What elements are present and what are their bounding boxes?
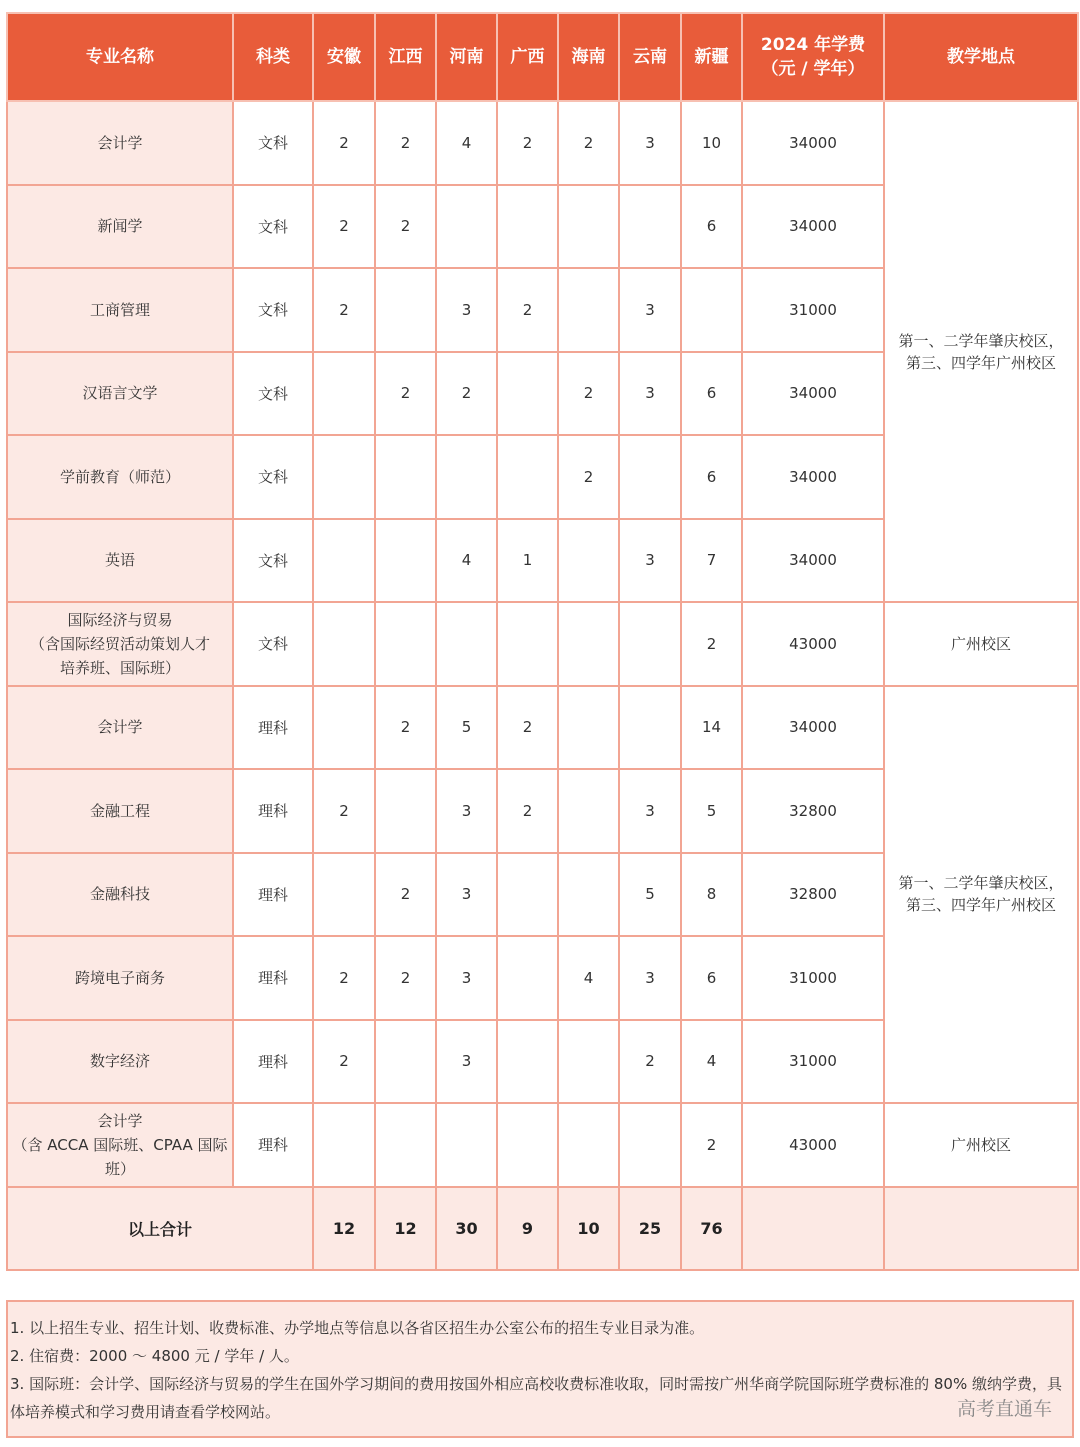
- total-count: 9: [497, 1187, 558, 1271]
- subject-type: 文科: [233, 101, 313, 185]
- column-header: 2024 年学费 （元 / 学年）: [742, 13, 884, 101]
- subject-type: 理科: [233, 936, 313, 1020]
- quota-cell: [558, 519, 619, 603]
- quota-cell: 2: [497, 101, 558, 185]
- teaching-location: 第一、二学年肇庆校区， 第三、四学年广州校区: [884, 101, 1078, 602]
- total-row: [7, 1187, 1078, 1271]
- quota-cell: 2: [313, 769, 375, 853]
- quota-cell: [375, 602, 436, 686]
- tuition-fee: 34000: [742, 352, 884, 436]
- major-name: 英语: [7, 519, 233, 603]
- quota-cell: 6: [681, 185, 742, 269]
- major-name: 会计学: [7, 686, 233, 770]
- quota-cell: [619, 686, 681, 770]
- quota-cell: [497, 1103, 558, 1187]
- table-row: [7, 602, 1078, 686]
- quota-cell: 2: [497, 268, 558, 352]
- note-3: 3. 国际班：会计学、国际经济与贸易的学生在国外学习期间的费用按国外相应高校收费标准收取，同时需按广州华商学院国际班学费标准的 80% 缴纳学费，具体培养模式和学习费用请查看学校网站。: [10, 1375, 1062, 1421]
- quota-cell: 6: [681, 435, 742, 519]
- quota-cell: 3: [436, 853, 497, 937]
- tuition-fee: 34000: [742, 185, 884, 269]
- quota-cell: [558, 853, 619, 937]
- quota-cell: [313, 602, 375, 686]
- quota-cell: 4: [436, 519, 497, 603]
- table-header-row: [7, 13, 1078, 101]
- subject-type: 文科: [233, 602, 313, 686]
- note-2: 2. 住宿费：2000 ～ 4800 元 / 学年 / 人。: [10, 1347, 299, 1365]
- quota-cell: [313, 853, 375, 937]
- tuition-fee: 34000: [742, 686, 884, 770]
- quota-cell: 3: [619, 519, 681, 603]
- quota-cell: [436, 185, 497, 269]
- table-row: [7, 101, 1078, 185]
- tuition-fee: 31000: [742, 1020, 884, 1104]
- quota-cell: [375, 1020, 436, 1104]
- subject-type: 理科: [233, 769, 313, 853]
- major-name: 数字经济: [7, 1020, 233, 1104]
- quota-cell: [375, 1103, 436, 1187]
- tuition-fee: 32800: [742, 853, 884, 937]
- quota-cell: 14: [681, 686, 742, 770]
- quota-cell: 2: [558, 101, 619, 185]
- major-name: 跨境电子商务: [7, 936, 233, 1020]
- quota-cell: [375, 268, 436, 352]
- quota-cell: [558, 268, 619, 352]
- quota-cell: [619, 1103, 681, 1187]
- major-name: 金融工程: [7, 769, 233, 853]
- quota-cell: 2: [375, 101, 436, 185]
- quota-cell: 2: [375, 936, 436, 1020]
- column-header: 新疆: [681, 13, 742, 101]
- major-name: 学前教育（师范）: [7, 435, 233, 519]
- total-count: 12: [375, 1187, 436, 1271]
- quota-cell: 10: [681, 101, 742, 185]
- empty-cell: [742, 1187, 884, 1271]
- total-count: 25: [619, 1187, 681, 1271]
- quota-cell: [558, 686, 619, 770]
- column-header: 专业名称: [7, 13, 233, 101]
- quota-cell: [313, 686, 375, 770]
- teaching-location: 第一、二学年肇庆校区， 第三、四学年广州校区: [884, 686, 1078, 1104]
- quota-cell: 2: [681, 602, 742, 686]
- quota-cell: 2: [313, 101, 375, 185]
- quota-cell: 8: [681, 853, 742, 937]
- tuition-fee: 34000: [742, 519, 884, 603]
- quota-cell: 3: [619, 352, 681, 436]
- quota-cell: [619, 602, 681, 686]
- subject-type: 文科: [233, 352, 313, 436]
- subject-type: 文科: [233, 185, 313, 269]
- column-header: 江西: [375, 13, 436, 101]
- quota-cell: 6: [681, 352, 742, 436]
- quota-cell: [497, 1020, 558, 1104]
- watermark: 高考直通车: [956, 1398, 1052, 1420]
- quota-cell: [497, 936, 558, 1020]
- quota-cell: 3: [619, 101, 681, 185]
- teaching-location: 广州校区: [884, 1103, 1078, 1187]
- quota-cell: 1: [497, 519, 558, 603]
- enrollment-plan-table: [6, 12, 1079, 1271]
- quota-cell: 2: [313, 936, 375, 1020]
- major-name: 会计学 （含 ACCA 国际班、CPAA 国际 班）: [7, 1103, 233, 1187]
- quota-cell: [375, 769, 436, 853]
- tuition-fee: 34000: [742, 435, 884, 519]
- quota-cell: [375, 435, 436, 519]
- quota-cell: 5: [436, 686, 497, 770]
- tuition-fee: 43000: [742, 602, 884, 686]
- quota-cell: [558, 1103, 619, 1187]
- tuition-fee: 43000: [742, 1103, 884, 1187]
- quota-cell: 4: [436, 101, 497, 185]
- subject-type: 文科: [233, 519, 313, 603]
- tuition-fee: 34000: [742, 101, 884, 185]
- quota-cell: 2: [558, 435, 619, 519]
- column-header: 海南: [558, 13, 619, 101]
- tuition-fee: 32800: [742, 769, 884, 853]
- quota-cell: [558, 769, 619, 853]
- quota-cell: 4: [681, 1020, 742, 1104]
- major-name: 工商管理: [7, 268, 233, 352]
- quota-cell: 2: [375, 352, 436, 436]
- quota-cell: 2: [375, 853, 436, 937]
- quota-cell: 3: [619, 268, 681, 352]
- notes-box: [6, 1300, 1074, 1438]
- quota-cell: [681, 268, 742, 352]
- quota-cell: 2: [497, 769, 558, 853]
- total-count: 76: [681, 1187, 742, 1271]
- teaching-location: 广州校区: [884, 602, 1078, 686]
- quota-cell: 2: [558, 352, 619, 436]
- subject-type: 理科: [233, 1103, 313, 1187]
- quota-cell: [375, 519, 436, 603]
- quota-cell: 3: [436, 1020, 497, 1104]
- table-row: [7, 686, 1078, 770]
- quota-cell: 3: [436, 936, 497, 1020]
- quota-cell: 5: [619, 853, 681, 937]
- tuition-fee: 31000: [742, 268, 884, 352]
- quota-cell: 3: [436, 268, 497, 352]
- quota-cell: [497, 602, 558, 686]
- major-name: 新闻学: [7, 185, 233, 269]
- quota-cell: [313, 1103, 375, 1187]
- major-name: 汉语言文学: [7, 352, 233, 436]
- column-header: 云南: [619, 13, 681, 101]
- total-label: 以上合计: [7, 1187, 313, 1271]
- quota-cell: [497, 853, 558, 937]
- total-count: 10: [558, 1187, 619, 1271]
- quota-cell: [558, 1020, 619, 1104]
- quota-cell: [436, 602, 497, 686]
- quota-cell: [497, 185, 558, 269]
- quota-cell: 3: [619, 769, 681, 853]
- tuition-fee: 31000: [742, 936, 884, 1020]
- subject-type: 理科: [233, 853, 313, 937]
- total-count: 30: [436, 1187, 497, 1271]
- quota-cell: [497, 352, 558, 436]
- column-header: 河南: [436, 13, 497, 101]
- subject-type: 理科: [233, 1020, 313, 1104]
- quota-cell: [619, 435, 681, 519]
- quota-cell: 7: [681, 519, 742, 603]
- quota-cell: 3: [619, 936, 681, 1020]
- note-1: 1. 以上招生专业、招生计划、收费标准、办学地点等信息以各省区招生办公室公布的招生专业目录为准。: [10, 1319, 705, 1337]
- total-count: 12: [313, 1187, 375, 1271]
- quota-cell: 2: [375, 686, 436, 770]
- major-name: 会计学: [7, 101, 233, 185]
- quota-cell: [313, 352, 375, 436]
- column-header: 广西: [497, 13, 558, 101]
- quota-cell: 6: [681, 936, 742, 1020]
- quota-cell: [436, 1103, 497, 1187]
- quota-cell: 2: [619, 1020, 681, 1104]
- column-header: 教学地点: [884, 13, 1078, 101]
- quota-cell: 2: [436, 352, 497, 436]
- column-header: 安徽: [313, 13, 375, 101]
- quota-cell: [619, 185, 681, 269]
- subject-type: 理科: [233, 686, 313, 770]
- quota-cell: [558, 185, 619, 269]
- major-name: 国际经济与贸易 （含国际经贸活动策划人才 培养班、国际班）: [7, 602, 233, 686]
- quota-cell: 2: [681, 1103, 742, 1187]
- quota-cell: [313, 519, 375, 603]
- empty-cell: [884, 1187, 1078, 1271]
- subject-type: 文科: [233, 435, 313, 519]
- subject-type: 文科: [233, 268, 313, 352]
- quota-cell: 2: [313, 185, 375, 269]
- quota-cell: [436, 435, 497, 519]
- quota-cell: 2: [313, 268, 375, 352]
- table-row: [7, 1103, 1078, 1187]
- column-header: 科类: [233, 13, 313, 101]
- quota-cell: [558, 602, 619, 686]
- quota-cell: 2: [497, 686, 558, 770]
- quota-cell: 2: [313, 1020, 375, 1104]
- major-name: 金融科技: [7, 853, 233, 937]
- quota-cell: [497, 435, 558, 519]
- quota-cell: [313, 435, 375, 519]
- quota-cell: 3: [436, 769, 497, 853]
- quota-cell: 5: [681, 769, 742, 853]
- quota-cell: 4: [558, 936, 619, 1020]
- quota-cell: 2: [375, 185, 436, 269]
